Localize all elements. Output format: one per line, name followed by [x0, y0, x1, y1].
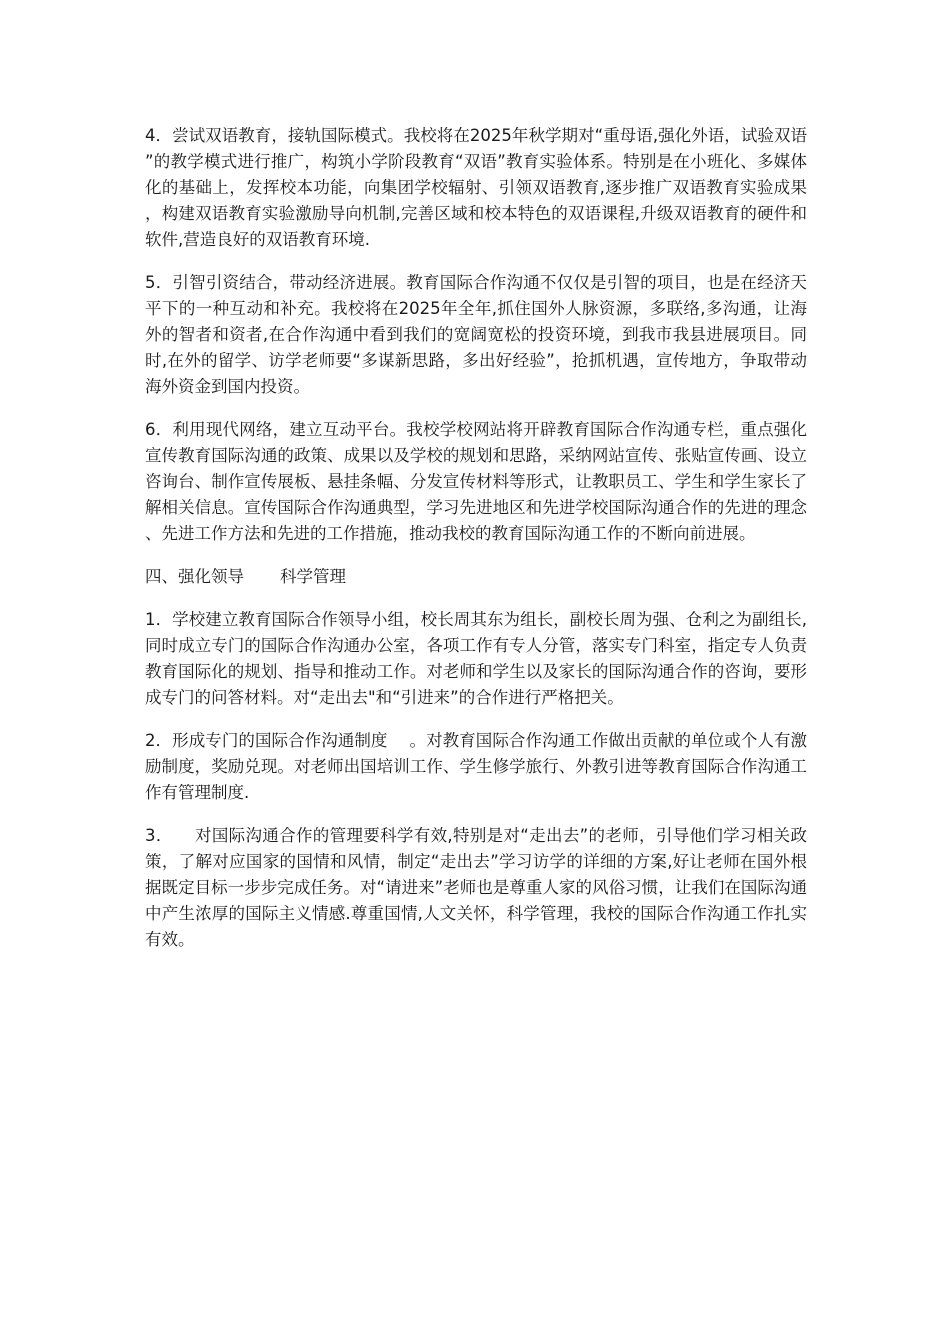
section-heading: [145, 564, 807, 590]
section-paragraph-3-number: 3．: [145, 826, 173, 845]
paragraph-4: 4．尝试双语教育，接轨国际模式。我校将在2025年秋学期对“重母语,强化外语，试验双语”的教学模式进行推广，构筑小学阶段教育“双语”教育实验体系。特别是在小班化、多媒体化的基础上，发挥校本功能，向集团学校辐射、引领双语教育,逐步推广双语教育实验成果，构建双语教育实验激励导向机制,完善区域和校本特色的双语课程,升级双语教育的硬件和软件,营造良好的双语教育环境.: [145, 126, 807, 249]
section-heading-title: 科学管理: [280, 567, 346, 586]
paragraph-6: 6．利用现代网络，建立互动平台。我校学校网站将开辟教育国际合作沟通专栏，重点强化宣传教育国际沟通的政策、成果以及学校的规划和思路，采纳网站宣传、张贴宣传画、设立咨询台、制作宣传展板、悬挂条幅、分发宣传材料等形式，让教职员工、学生和学生家长了解相关信息。宣传国际合作沟通典型，学习先进地区和先进学校国际沟通合作的先进的理念、先进工作方法和先进的工作措施，推动我校的教育国际沟通工作的不断向前进展。: [145, 420, 807, 543]
section-paragraph-3-body: 对国际沟通合作的管理要科学有效,特别是对“走出去”的老师，引导他们学习相关政策，了解对应国家的国情和风情，制定“走出去”学习访学的详细的方案,好让老师在国外根据既定目标一步步完成任务。对“请进来”老师也是尊重人家的风俗习惯，让我们在国际沟通中产生浓厚的国际主义情感.尊重国情,人文关怀，科学管理，我校的国际合作沟通工作扎实有效。: [145, 826, 807, 949]
section-paragraph-3: [145, 823, 807, 953]
section-paragraph-2: [145, 728, 807, 806]
section-paragraph-2-lead: 2．形成专门的国际合作沟通制度: [145, 731, 388, 750]
document-body: [145, 123, 807, 970]
section-paragraph-1: 1．学校建立教育国际合作领导小组，校长周其东为组长，副校长周为强、仓利之为副组长,同时成立专门的国际合作沟通办公室，各项工作有专人分管，落实专门科室，指定专人负责教育国际化的规划、指导和推动工作。对老师和学生以及家长的国际沟通合作的咨询，要形成专门的问答材料。对“走出去"和“引进来”的合作进行严格把关。: [145, 610, 807, 707]
paragraph-5: 5．引智引资结合，带动经济进展。教育国际合作沟通不仅仅是引智的项目，也是在经济天平下的一种互动和补充。我校将在2025年全年,抓住国外人脉资源，多联络,多沟通，让海外的智者和资者,在合作沟通中看到我们的宽阔宽松的投资环境，到我市我县进展项目。同时,在外的留学、访学老师要“多谋新思路，多出好经验”，抢抓机遇，宣传地方，争取带动海外资金到国内投资。: [145, 273, 807, 396]
section-paragraph-2-body: 。对教育国际合作沟通工作做出贡献的单位或个人有激励制度，奖励兑现。对老师出国培训工作、学生修学旅行、外教引进等教育国际合作沟通工作有管理制度.: [145, 731, 808, 802]
section-heading-number: 四、强化领导: [145, 567, 244, 586]
